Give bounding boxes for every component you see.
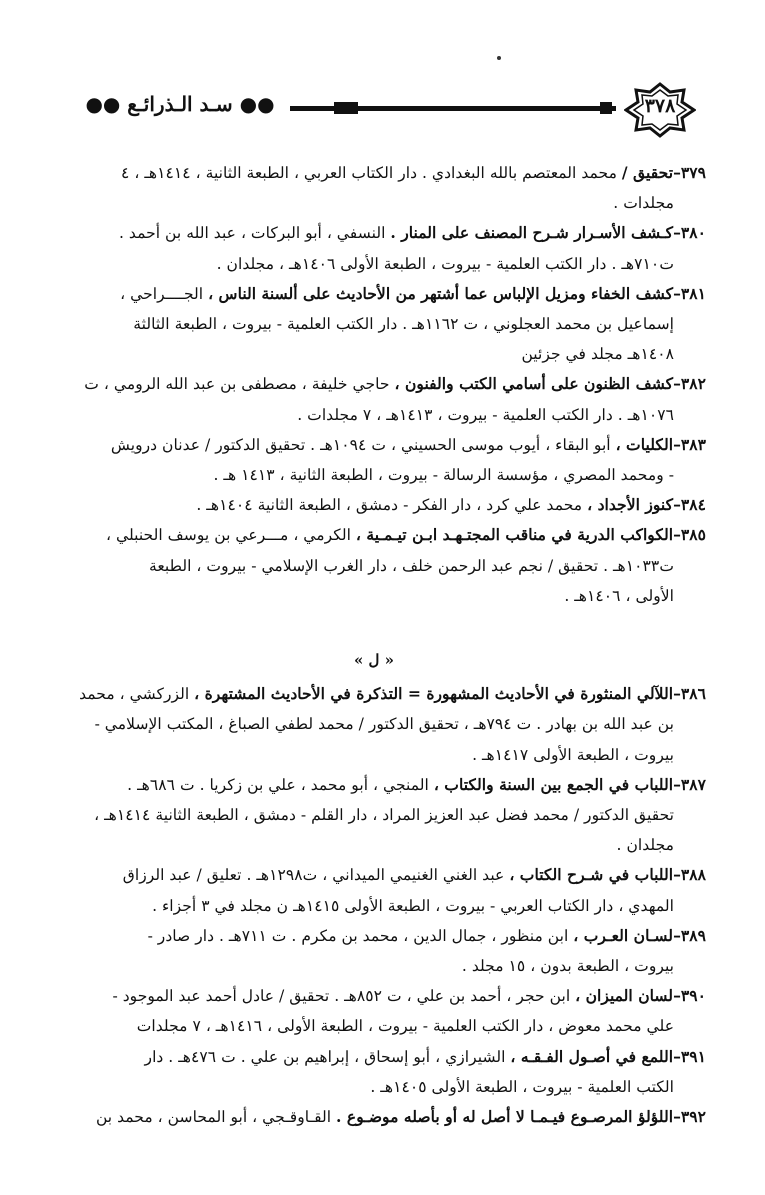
entry-number: ٣٨٠– [673, 223, 706, 243]
entry-title: تحقيق / [621, 163, 674, 182]
bibliography-entry [42, 369, 706, 429]
entry-title: لسان الميزان ، [575, 986, 674, 1006]
entry-text: محمد المعتصم بالله البغدادي . دار الكتاب العربي ، الطبعة الثانية ، ١٤١٤هـ ، ٤ [121, 164, 622, 182]
bibliography-entry [42, 1102, 706, 1132]
entry-continuation: ١٤٠٨هـ مجلد في جزئين [521, 345, 674, 364]
entry-continuation: الكتب العلمية - بيروت ، الطبعة الأولى ١٤٠٥هـ . [370, 1077, 674, 1096]
entry-continuation: مجلدان . [616, 836, 674, 855]
bibliography-entry [42, 520, 706, 611]
bibliography-entry [42, 279, 706, 370]
entry-continuation: بيروت ، الطبعة بدون ، ١٥ مجلد . [461, 957, 674, 976]
entry-text: ابن حجر ، أحمد بن علي ، ت ٨٥٢هـ . تحقيق / عادل أحمد عبد الموجود - [112, 987, 576, 1006]
entry-number: ٣٨٩– [673, 925, 706, 945]
entry-title: كشف الظنون على أسامي الكتب والفنون ، [394, 374, 674, 394]
entry-text: الكرمي ، مـــرعي بن يوسف الحنبلي ، [106, 526, 356, 545]
entry-continuation: ت١٠٣٣هـ . تحقيق / نجم عبد الرحمن خلف ، دار الغرب الإسلامي - بيروت ، الطبعة [148, 556, 674, 575]
entry-title: اللآلي المنثورة في الأحاديث المشهورة = التذكرة في الأحاديث المشتهرة ، [194, 684, 674, 704]
bibliography-list [42, 158, 706, 1132]
entry-text: الشيرازي ، أبو إسحاق ، إبراهيم بن علي . ت ٤٧٦هـ . دار [144, 1047, 511, 1066]
bibliography-entry [42, 430, 706, 490]
entry-number: ٣٨٧– [673, 774, 706, 794]
header-rule-block-right [600, 102, 612, 114]
entry-text: المنجي ، أبو محمد ، علي بن زكريا . ت ٦٨٦هـ . [127, 775, 434, 794]
entry-number: ٣٩١– [673, 1046, 706, 1066]
entry-title: اللباب في شـرح الكتاب ، [509, 865, 674, 885]
entry-continuation: بيروت ، الطبعة الأولى ١٤١٧هـ . [472, 745, 674, 764]
entry-number: ٣٩٢– [673, 1107, 706, 1127]
entry-number: ٣٧٩– [673, 163, 706, 182]
entry-title: الكليات ، [615, 434, 674, 454]
entry-continuation: المهدي ، دار الكتاب العربي - بيروت ، الطبعة الأولى ١٤١٥هـ ن مجلد في ٣ أجزاء . [152, 896, 674, 915]
entry-continuation: الأولى ، ١٤٠٦هـ . [564, 586, 674, 605]
entry-title: اللؤلؤ المرصـوع فيـمـا لا أصل له أو بأصله موضـوع . [336, 1107, 674, 1127]
entry-text: حاجي خليفة ، مصطفى بن عبد الله الرومي ، ت [84, 375, 395, 394]
entry-title: لسـان العـرب ، [573, 925, 674, 945]
entry-text: محمد علي كرد ، دار الفكر - دمشق ، الطبعة الثانية ١٤٠٤هـ . [196, 496, 588, 515]
entry-title: كـشف الأسـرار شـرح المصنف على المنار . [390, 223, 674, 243]
entry-continuation: مجلدات . [613, 194, 674, 213]
section-letter-heading: « ل » [353, 651, 395, 670]
entry-number: ٣٨٦– [673, 684, 706, 704]
entry-text: عبد الغني الغنيمي الميداني ، ت١٢٩٨هـ . تعليق / عبد الرزاق [122, 866, 510, 885]
entry-number: ٣٨٤– [673, 495, 706, 515]
bibliography-entry [42, 158, 706, 218]
entry-text: أبو البقاء ، أيوب موسى الحسيني ، ت ١٠٩٤هـ . تحقيق الدكتور / عدنان درويش [110, 435, 616, 454]
bibliography-entry [42, 770, 706, 861]
bibliography-entry [42, 860, 706, 920]
entry-title: اللمع في أصـول الفـقـه ، [510, 1046, 674, 1066]
entry-number: ٣٨٣– [673, 434, 706, 454]
entry-continuation: ١٠٧٦هـ . دار الكتب العلمية - بيروت ، ١٤١٣هـ ، ٧ مجلدات . [297, 405, 674, 424]
entry-text: النسفي ، أبو البركات ، عبد الله بن أحمد . [119, 224, 391, 243]
entry-number: ٣٨١– [673, 283, 706, 303]
entry-continuation: إسماعيل بن محمد العجلوني ، ت ١١٦٢هـ . دار الكتب العلمية - بيروت ، الطبعة الثالثة [133, 315, 674, 334]
entry-continuation: تحقيق الدكتور / محمد فضل عبد العزيز المراد ، دار القلم - دمشق ، الطبعة الثانية ١٤١٤هـ ، [94, 806, 674, 825]
ink-dot [497, 56, 501, 60]
entry-continuation: بن عبد الله بن بهادر . ت ٧٩٤هـ ، تحقيق الدكتور / محمد لطفي الصباغ ، المكتب الإسلامي - [94, 715, 674, 734]
entry-text: الزركشي ، محمد [79, 685, 195, 704]
bibliography-entry [42, 981, 706, 1041]
entry-number: ٣٨٢– [673, 374, 706, 394]
bibliography-entry [42, 921, 706, 981]
entry-text: الجــــراحي ، [120, 284, 209, 303]
page-number-badge [624, 82, 696, 138]
entry-continuation: ت٧١٠هـ . دار الكتب العلمية - بيروت ، الطبعة الأولى ١٤٠٦هـ ، مجلدان . [216, 254, 674, 273]
bibliography-entry [42, 679, 706, 770]
entry-continuation: - ومحمد المصري ، مؤسسة الرسالة - بيروت ، الطبعة الثانية ، ١٤١٣ هـ . [213, 466, 674, 485]
entry-number: ٣٨٨– [673, 865, 706, 885]
bibliography-entry [42, 218, 706, 278]
page-header [80, 82, 696, 138]
bibliography-entry [42, 1042, 706, 1102]
entry-title: الكواكب الدرية في مناقب المجتـهـد ابـن تيـمـية ، [355, 525, 674, 545]
entry-text: القـاوقـجي ، أبو المحاسن ، محمد بن [95, 1108, 337, 1127]
entry-text: ابن منظور ، جمال الدين ، محمد بن مكرم . ت ٧١١هـ . دار صادر - [147, 926, 574, 945]
running-title: ●● سـد الـذرائـع ●● [85, 92, 275, 116]
header-rule-block-left [334, 102, 358, 114]
page-number: ٣٧٨ [644, 95, 676, 117]
entry-title: كنوز الأجداد ، [587, 495, 674, 515]
entry-continuation: علي محمد معوض ، دار الكتب العلمية - بيروت ، الطبعة الأولى ، ١٤١٦هـ ، ٧ مجلدات [136, 1017, 674, 1036]
entry-title: اللباب في الجمع بين السنة والكتاب ، [433, 774, 674, 794]
bibliography-entry [42, 490, 706, 520]
entry-number: ٣٩٠– [673, 986, 706, 1006]
entry-title: كشف الخفاء ومزيل الإلباس عما أشتهر من الأحاديث على ألسنة الناس ، [208, 283, 674, 303]
entry-number: ٣٨٥– [673, 525, 706, 545]
